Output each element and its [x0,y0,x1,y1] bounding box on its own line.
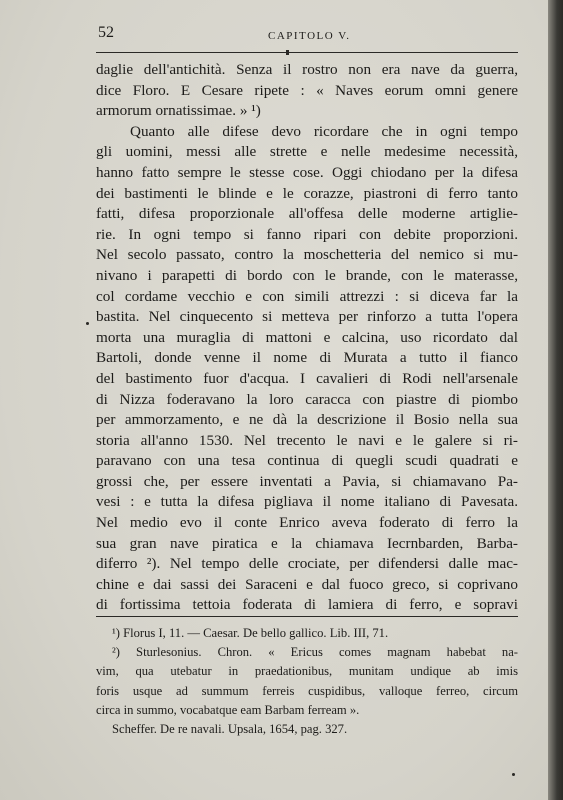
footnote-line: ²) Sturlesonius. Chron. « Ericus comes magnam habebat na- [112,645,518,660]
footnote-line: circa in summo, vocabatque eam Barbam ferream ». [96,702,360,717]
text-line: dei bastimenti le blinde e le corazze, piastroni di ferro tanto [96,184,518,202]
text-line: Nel secolo passato, contro la moschetteria del nemico si mu- [96,246,518,264]
text-line: hanno fatto sempre le stesse cose. Oggi chiodano per la difesa [96,163,518,181]
running-header [98,24,520,48]
footnote-separator [96,616,518,617]
text-line: daglie dell'antichità. Senza il rostro non era nave da guerra, [96,61,518,78]
text-line: paravano con una tesa continua di quegli scudi quadrati e [96,452,518,470]
footnote-line: ¹) Florus I, 11. — Caesar. De bello gallico. Lib. III, 71. [112,626,389,640]
text-line: Quanto alle difese devo ricordare che in ogni tempo [130,122,518,140]
chapter-title: CAPITOLO V. [268,30,351,42]
text-line: di fortissima tettoia foderata di lamiera di ferro, e sopravi [96,596,518,614]
text-line: col cordame vecchio e con simili attrezzi : si diceva far la [96,287,518,305]
footnote-line: foris usque ad summum ferreis cuspidibus, valloque ferreo, circum [96,683,518,698]
footnote-line: vim, qua utebatur in praedationibus, munitam undique ab imis [96,664,518,679]
text-line: fatti, difesa proporzionale all'offesa delle moderne artiglie- [96,205,518,223]
print-speck [512,773,515,776]
page-number: 52 [98,24,114,41]
text-line: gli uomini, messi alle strette e nelle medesime necessità, [96,143,518,161]
footnotes [96,624,518,739]
text-line: dice Floro. E Cesare ripete : « Naves eorum omni genere [96,81,518,99]
text-line: grossi che, per essere inventati a Pavia, si chiamavano Pa- [96,472,518,490]
header-rule-mark [286,50,289,55]
text-line: armorum ornatissimae. » ¹) [96,102,261,120]
page-edge-shadow [548,0,563,800]
text-line: morta una muraglia di mattoni e calcina, uso ricordato dal [96,328,518,346]
footnote-line: Scheffer. De re navali. Upsala, 1654, pag. 327. [112,721,348,736]
text-line: storia all'anno 1530. Nel trecento le navi e le galere si ri- [96,431,518,449]
text-line: diferro ²). Nel tempo delle crociate, per difendersi dalle mac- [96,555,518,573]
text-line: bastita. Nel cinquecento si metteva per rinforzo a tutta l'opera [96,308,518,326]
body-text [96,60,518,616]
text-line: Bartoli, donde venne il nome di Murata a tutto il fianco [96,349,518,367]
text-line: nivano i parapetti di bordo con le brande, con le materasse, [96,266,518,284]
print-speck [86,322,89,325]
text-line: vesi : e tutta la difesa pigliava il nome italiano di Pavesata. [96,493,518,511]
text-line: Nel medio evo il conte Enrico aveva foderato di ferro la [96,514,518,532]
header-rule [96,52,518,53]
text-line: per ammorzamento, e ne dà la descrizione il Bosio nella sua [96,411,518,429]
text-line: chine e dai sassi dei Saraceni e dal fuoco greco, si coprivano [96,575,518,593]
text-line: sua gran nave piratica e la chiamava Iecrnbarden, Barba- [96,534,518,552]
text-line: di Nizza foderavano la loro caracca con piastre di piombo [96,390,518,408]
text-line: del bastimento fuor d'acqua. I cavalieri di Rodi nell'arsenale [96,369,518,387]
text-line: rie. In ogni tempo si fanno ripari con debite proporzioni. [96,225,518,243]
